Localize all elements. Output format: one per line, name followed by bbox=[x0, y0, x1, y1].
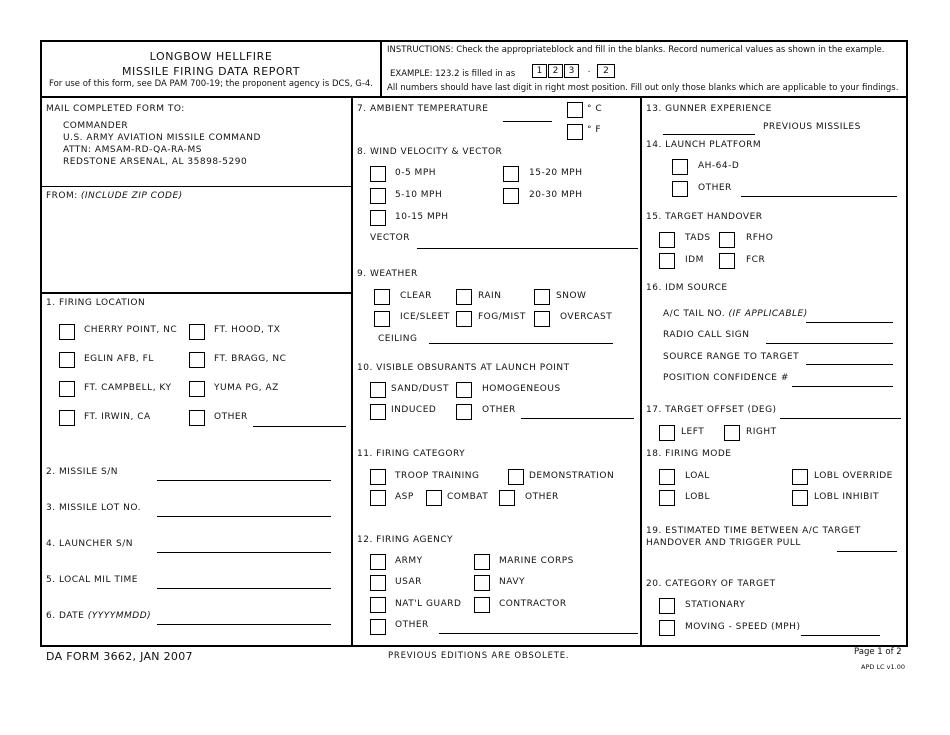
s3-label: 3. MISSILE LOT NO. bbox=[46, 503, 141, 513]
numbers-note: All numbers should have last digit in right most position. Fill out only those blanks which are applicable to your findings. bbox=[387, 83, 899, 93]
s20-checkbox-stationary[interactable] bbox=[659, 598, 675, 614]
s9-checkbox-ice-sleet[interactable] bbox=[374, 311, 390, 327]
form-title-line2: MISSILE FIRING DATA REPORT bbox=[121, 65, 301, 78]
s9-checkbox-rain[interactable] bbox=[456, 289, 472, 305]
s11-checkbox-asp[interactable] bbox=[370, 490, 386, 506]
example-digit: 2 bbox=[548, 64, 563, 78]
s1-label: 1. FIRING LOCATION bbox=[46, 298, 146, 308]
s8-checkbox-10-15[interactable] bbox=[370, 210, 386, 226]
s20-checkbox-moving[interactable] bbox=[659, 620, 675, 636]
s9-option: RAIN bbox=[478, 291, 502, 301]
s9-checkbox-fog-mist[interactable] bbox=[456, 311, 472, 327]
mail-address-line: U.S. ARMY AVIATION MISSILE COMMAND bbox=[63, 133, 261, 143]
s11-checkbox-demonstration[interactable] bbox=[508, 469, 524, 485]
s2-label: 2. MISSILE S/N bbox=[46, 467, 118, 477]
s20-label: 20. CATEGORY OF TARGET bbox=[646, 579, 776, 589]
s16-conf-label: POSITION CONFIDENCE # bbox=[663, 373, 789, 383]
s10-label: 10. VISIBLE OBSURANTS AT LAUNCH POINT bbox=[357, 363, 570, 373]
s10-option: INDUCED bbox=[391, 405, 437, 415]
s6-label bbox=[46, 611, 151, 621]
s11-checkbox-combat[interactable] bbox=[426, 490, 442, 506]
s16-tail-text: A/C TAIL NO. bbox=[663, 309, 726, 319]
obsolete-note: PREVIOUS EDITIONS ARE OBSOLETE. bbox=[388, 651, 570, 661]
s18-checkbox-lobl-override[interactable] bbox=[792, 469, 808, 485]
s10-option: SAND/DUST bbox=[391, 384, 449, 394]
s6-label-text: 6. DATE bbox=[46, 611, 85, 621]
example-digit: . bbox=[587, 65, 591, 75]
s7-checkbox-celsius[interactable] bbox=[567, 102, 583, 118]
mail-label: MAIL COMPLETED FORM TO: bbox=[46, 104, 185, 114]
example-label: EXAMPLE: 123.2 is filled in as bbox=[390, 69, 516, 79]
s12-option: USAR bbox=[395, 577, 422, 587]
s17-checkbox-left[interactable] bbox=[659, 425, 675, 441]
s15-checkbox-idm[interactable] bbox=[659, 253, 675, 269]
s15-option: TADS bbox=[685, 233, 711, 243]
s1-option: FT. HOOD, TX bbox=[214, 325, 281, 335]
s8-checkbox-15-20[interactable] bbox=[503, 166, 519, 182]
s18-option: LOBL OVERRIDE bbox=[814, 471, 893, 481]
s10-other-input[interactable] bbox=[521, 418, 634, 419]
s18-label: 18. FIRING MODE bbox=[646, 449, 732, 459]
from-label bbox=[46, 191, 183, 201]
s18-option: LOBL bbox=[685, 492, 710, 502]
from-label-text: FROM: bbox=[46, 191, 78, 201]
s15-option: RFHO bbox=[746, 233, 774, 243]
s1-option: FT. IRWIN, CA bbox=[84, 412, 151, 422]
s13-label: 13. GUNNER EXPERIENCE bbox=[646, 104, 772, 114]
from-bottom-rule bbox=[40, 292, 352, 294]
ceiling-input[interactable] bbox=[429, 343, 613, 344]
s9-option: ICE/SLEET bbox=[400, 312, 450, 322]
s1-option: YUMA PG, AZ bbox=[214, 383, 279, 393]
s12-option: CONTRACTOR bbox=[499, 599, 567, 609]
s15-option: FCR bbox=[746, 255, 766, 265]
s1-option: EGLIN AFB, FL bbox=[84, 354, 154, 364]
from-input[interactable] bbox=[44, 204, 348, 290]
s15-checkbox-tads[interactable] bbox=[659, 232, 675, 248]
s17-checkbox-right[interactable] bbox=[724, 425, 740, 441]
launcher-sn-input[interactable] bbox=[157, 552, 331, 553]
example-digit: 1 bbox=[532, 64, 547, 78]
s12-option: MARINE CORPS bbox=[499, 556, 574, 566]
s1-checkbox-eglin[interactable] bbox=[59, 352, 75, 368]
source-range-input[interactable] bbox=[806, 364, 893, 365]
position-confidence-input[interactable] bbox=[792, 386, 893, 387]
s1-checkbox-ft-campbell[interactable] bbox=[59, 381, 75, 397]
s8-option: 0-5 MPH bbox=[395, 168, 437, 178]
s9-checkbox-overcast[interactable] bbox=[534, 311, 550, 327]
form-id: DA FORM 3662, JAN 2007 bbox=[46, 650, 193, 663]
s1-option: OTHER bbox=[214, 412, 248, 422]
s8-option: 5-10 MPH bbox=[395, 190, 443, 200]
s12-option: NAT'L GUARD bbox=[395, 599, 462, 609]
s17-option: RIGHT bbox=[746, 427, 777, 437]
s11-checkbox-other[interactable] bbox=[499, 490, 515, 506]
s1-checkbox-cherry-point[interactable] bbox=[59, 324, 75, 340]
vector-input[interactable] bbox=[417, 248, 638, 249]
s12-option: OTHER bbox=[395, 620, 429, 630]
s1-option: FT. BRAGG, NC bbox=[214, 354, 287, 364]
s1-checkbox-ft-irwin[interactable] bbox=[59, 410, 75, 426]
s12-checkbox-other[interactable] bbox=[370, 619, 386, 635]
s4-label: 4. LAUNCHER S/N bbox=[46, 539, 133, 549]
s14-option: AH-64-D bbox=[698, 161, 740, 171]
mail-bottom-rule bbox=[40, 186, 352, 187]
s15-label: 15. TARGET HANDOVER bbox=[646, 212, 763, 222]
s11-checkbox-troop-training[interactable] bbox=[370, 469, 386, 485]
s8-option: 20-30 MPH bbox=[529, 190, 583, 200]
s20-option: MOVING - SPEED (MPH) bbox=[685, 622, 801, 632]
s9-label: 9. WEATHER bbox=[357, 269, 418, 279]
s10-checkbox-sand-dust[interactable] bbox=[370, 382, 386, 398]
s14-checkbox-other[interactable] bbox=[672, 181, 688, 197]
s8-checkbox-0-5[interactable] bbox=[370, 166, 386, 182]
example-digit: 2 bbox=[597, 64, 615, 78]
s9-option: CLEAR bbox=[400, 291, 432, 301]
s7-checkbox-fahrenheit[interactable] bbox=[567, 124, 583, 140]
tail-no-input[interactable] bbox=[806, 322, 893, 323]
s1-checkbox-ft-bragg[interactable] bbox=[189, 352, 205, 368]
s1-other-input[interactable] bbox=[253, 426, 346, 427]
s1-checkbox-other[interactable] bbox=[189, 410, 205, 426]
column-divider-1 bbox=[351, 96, 353, 647]
s16-tail-label bbox=[663, 309, 808, 319]
s12-other-input[interactable] bbox=[439, 633, 638, 634]
s15-checkbox-rfho[interactable] bbox=[719, 232, 735, 248]
missile-lot-input[interactable] bbox=[157, 516, 331, 517]
s11-option: OTHER bbox=[525, 492, 559, 502]
s1-option: CHERRY POINT, NC bbox=[84, 325, 178, 335]
s1-checkbox-ft-hood[interactable] bbox=[189, 324, 205, 340]
s8-checkbox-5-10[interactable] bbox=[370, 188, 386, 204]
s12-checkbox-marine-corps[interactable] bbox=[474, 554, 490, 570]
version-label: APD LC v1.00 bbox=[861, 663, 905, 671]
s9-checkbox-clear[interactable] bbox=[374, 289, 390, 305]
s18-option: LOAL bbox=[685, 471, 710, 481]
s17-label: 17. TARGET OFFSET (DEG) bbox=[646, 405, 777, 415]
s9-option: SNOW bbox=[556, 291, 587, 301]
s12-checkbox-usar[interactable] bbox=[370, 575, 386, 591]
s5-label: 5. LOCAL MIL TIME bbox=[46, 575, 138, 585]
s10-option: OTHER bbox=[482, 405, 516, 415]
instructions: INSTRUCTIONS: Check the appropriateblock and fill in the blanks. Record numerical values as shown in the example. bbox=[387, 45, 885, 55]
s18-checkbox-lobl-inhibit[interactable] bbox=[792, 490, 808, 506]
s16-label: 16. IDM SOURCE bbox=[646, 283, 728, 293]
s7-celsius-label: ° C bbox=[587, 104, 603, 114]
date-input[interactable] bbox=[157, 624, 331, 625]
s11-label: 11. FIRING CATEGORY bbox=[357, 449, 466, 459]
s7-label: 7. AMBIENT TEMPERATURE bbox=[357, 104, 489, 114]
s12-checkbox-army[interactable] bbox=[370, 554, 386, 570]
s18-checkbox-lobl[interactable] bbox=[659, 490, 675, 506]
target-offset-input[interactable] bbox=[780, 418, 901, 419]
s9-checkbox-snow[interactable] bbox=[534, 289, 550, 305]
s12-option: NAVY bbox=[499, 577, 525, 587]
s11-option: COMBAT bbox=[447, 492, 489, 502]
example-digit: 3 bbox=[564, 64, 579, 78]
s9-option: FOG/MIST bbox=[478, 312, 526, 322]
s8-vector-label: VECTOR bbox=[370, 233, 410, 243]
s11-option: ASP bbox=[395, 492, 414, 502]
mail-address-line: ATTN: AMSAM-RD-QA-RA-MS bbox=[63, 145, 203, 155]
s17-option: LEFT bbox=[681, 427, 705, 437]
gunner-experience-input[interactable] bbox=[663, 134, 755, 135]
header-bottom-rule bbox=[40, 96, 908, 98]
s14-checkbox-ah-64-d[interactable] bbox=[672, 159, 688, 175]
s1-option: FT. CAMPBELL, KY bbox=[84, 383, 172, 393]
moving-speed-input[interactable] bbox=[801, 635, 880, 636]
s11-option: TROOP TRAINING bbox=[395, 471, 480, 481]
radio-call-sign-input[interactable] bbox=[766, 343, 893, 344]
s1-checkbox-yuma[interactable] bbox=[189, 381, 205, 397]
s8-option: 10-15 MPH bbox=[395, 212, 449, 222]
s12-option: ARMY bbox=[395, 556, 423, 566]
column-divider-2 bbox=[640, 96, 642, 647]
estimated-time-input[interactable] bbox=[837, 551, 897, 552]
s12-label: 12. FIRING AGENCY bbox=[357, 535, 453, 545]
header-divider bbox=[380, 40, 382, 97]
s6-hint: (YYYYMMDD) bbox=[87, 611, 152, 621]
s10-checkbox-homogeneous[interactable] bbox=[456, 382, 472, 398]
s12-checkbox-contractor[interactable] bbox=[474, 597, 490, 613]
s10-checkbox-other[interactable] bbox=[456, 404, 472, 420]
s10-option: HOMOGENEOUS bbox=[482, 384, 561, 394]
s7-fahrenheit-label: ° F bbox=[587, 125, 602, 135]
s16-range-label: SOURCE RANGE TO TARGET bbox=[663, 352, 800, 362]
s9-option: OVERCAST bbox=[560, 312, 613, 322]
s13-sub-label: PREVIOUS MISSILES bbox=[763, 122, 861, 132]
s8-label: 8. WIND VELOCITY & VECTOR bbox=[357, 147, 503, 157]
s9-ceiling-label: CEILING bbox=[378, 334, 418, 344]
temperature-input[interactable] bbox=[503, 121, 552, 122]
s11-option: DEMONSTRATION bbox=[529, 471, 615, 481]
s19-label-line2: HANDOVER AND TRIGGER PULL bbox=[646, 538, 801, 548]
local-mil-time-input[interactable] bbox=[157, 588, 331, 589]
s16-call-label: RADIO CALL SIGN bbox=[663, 330, 750, 340]
s8-checkbox-20-30[interactable] bbox=[503, 188, 519, 204]
s20-option: STATIONARY bbox=[685, 600, 746, 610]
s8-option: 15-20 MPH bbox=[529, 168, 583, 178]
s12-checkbox-natl-guard[interactable] bbox=[370, 597, 386, 613]
s12-checkbox-navy[interactable] bbox=[474, 575, 490, 591]
s14-other-input[interactable] bbox=[741, 196, 897, 197]
missile-sn-input[interactable] bbox=[157, 480, 331, 481]
s14-label: 14. LAUNCH PLATFORM bbox=[646, 140, 762, 150]
s16-tail-hint: (IF APPLICABLE) bbox=[728, 309, 808, 319]
usage-note: For use of this form, see DA PAM 700-19; the proponent agency is DCS, G-4. bbox=[48, 79, 374, 89]
s10-checkbox-induced[interactable] bbox=[370, 404, 386, 420]
s18-checkbox-loal[interactable] bbox=[659, 469, 675, 485]
page-number: Page 1 of 2 bbox=[854, 647, 902, 657]
s15-option: IDM bbox=[685, 255, 704, 265]
form-title-line1: LONGBOW HELLFIRE bbox=[149, 50, 273, 63]
from-hint: (INCLUDE ZIP CODE) bbox=[80, 191, 183, 201]
s15-checkbox-fcr[interactable] bbox=[719, 253, 735, 269]
mail-address-line: COMMANDER bbox=[63, 121, 129, 131]
s19-label-line1: 19. ESTIMATED TIME BETWEEN A/C TARGET bbox=[646, 526, 861, 536]
mail-address-line: REDSTONE ARSENAL, AL 35898-5290 bbox=[63, 157, 248, 167]
s18-option: LOBL INHIBIT bbox=[814, 492, 879, 502]
s14-option: OTHER bbox=[698, 183, 732, 193]
